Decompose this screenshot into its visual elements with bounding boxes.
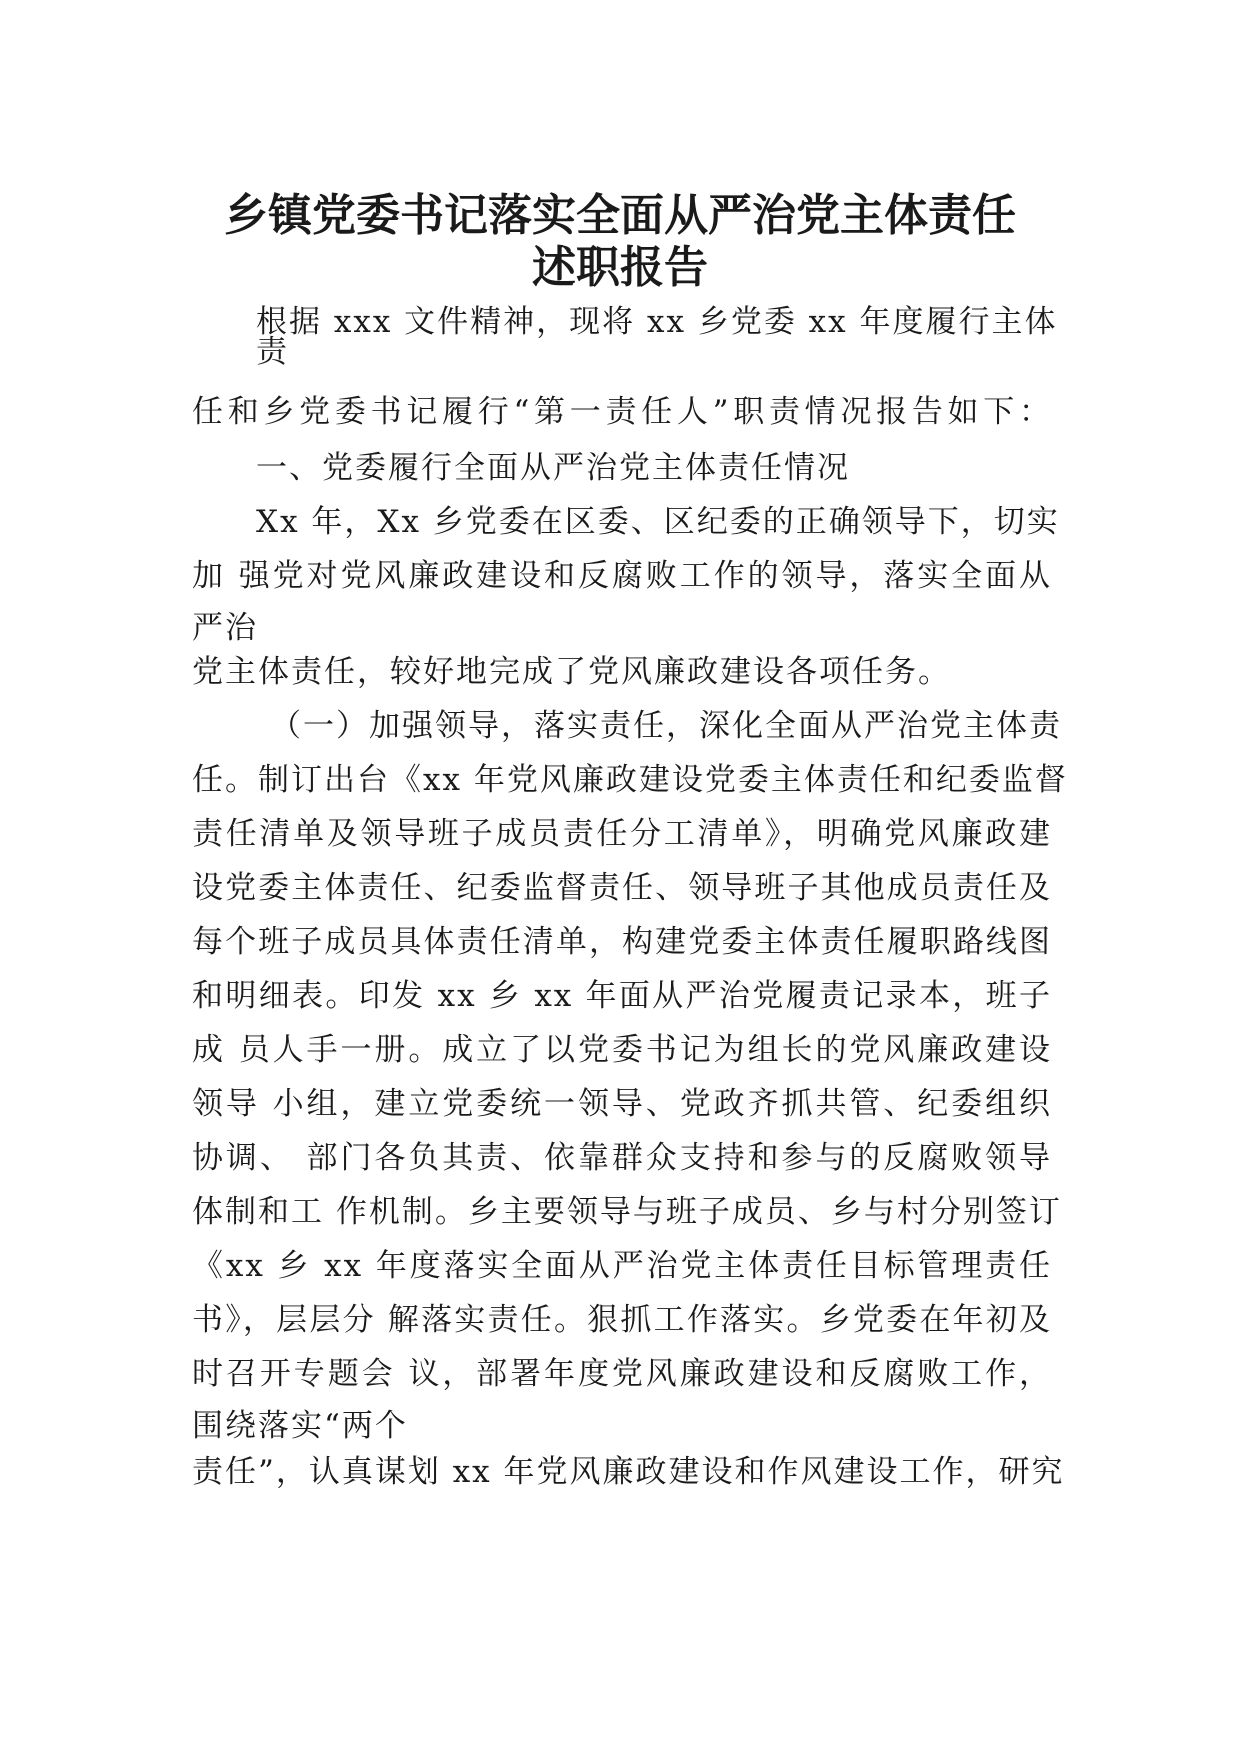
body-line: 严治 xyxy=(192,610,258,646)
body-line: 领导 小组，建立党委统一领导、党政齐抓共管、纪委组织 xyxy=(192,1086,1052,1122)
body-line: 成 员人手一册。成立了以党委书记为组长的党风廉政建设 xyxy=(192,1032,1052,1068)
section-heading: 一、党委履行全面从严治党主体责任情况 xyxy=(256,450,850,486)
subsection-heading: （一）加强领导，落实责任，深化全面从严治党主体责 xyxy=(270,708,1062,744)
body-line: 党主体责任，较好地完成了党风廉政建设各项任务。 xyxy=(192,654,951,690)
body-line: 责 xyxy=(256,334,289,370)
body-line: 根据 xxx 文件精神，现将 xx 乡党委 xx 年度履行主体 xyxy=(256,304,1058,340)
body-line: 任和乡党委书记履行“第一责任人”职责情况报告如下： xyxy=(192,394,1052,430)
body-line: 体制和工 作机制。乡主要领导与班子成员、乡与村分别签订 xyxy=(192,1194,1062,1230)
body-line: 责任”，认真谋划 xx 年党风廉政建设和作风建设工作，研究 xyxy=(192,1454,1065,1490)
body-line: Xx 年，Xx 乡党委在区委、区纪委的正确领导下，切实 xyxy=(256,504,1060,540)
body-line: 书》，层层分 解落实责任。狠抓工作落实。乡党委在年初及 xyxy=(192,1302,1052,1338)
body-line: 协调、 部门各负其责、依靠群众支持和参与的反腐败领导 xyxy=(192,1140,1052,1176)
body-line: 和明细表。印发 xx 乡 xx 年面从严治党履责记录本，班子 xyxy=(192,978,1052,1014)
document-title-line-1: 乡镇党委书记落实全面从严治党主体责任 xyxy=(224,190,1016,241)
body-line: 《xx 乡 xx 年度落实全面从严治党主体责任目标管理责任 xyxy=(192,1248,1052,1284)
body-line: 任。制订出台《xx 年党风廉政建设党委主体责任和纪委监督 xyxy=(192,762,1068,798)
body-line: 责任清单及领导班子成员责任分工清单》，明确党风廉政建 xyxy=(192,816,1052,852)
body-line: 时召开专题会 议，部署年度党风廉政建设和反腐败工作， xyxy=(192,1356,1052,1392)
body-line: 每个班子成员具体责任清单，构建党委主体责任履职路线图 xyxy=(192,924,1052,960)
document-title-line-2: 述职报告 xyxy=(532,242,708,293)
body-line: 加 强党对党风廉政建设和反腐败工作的领导，落实全面从 xyxy=(192,558,1052,594)
body-line: 设党委主体责任、纪委监督责任、领导班子其他成员责任及 xyxy=(192,870,1052,906)
body-line: 围绕落实“两个 xyxy=(192,1408,408,1444)
